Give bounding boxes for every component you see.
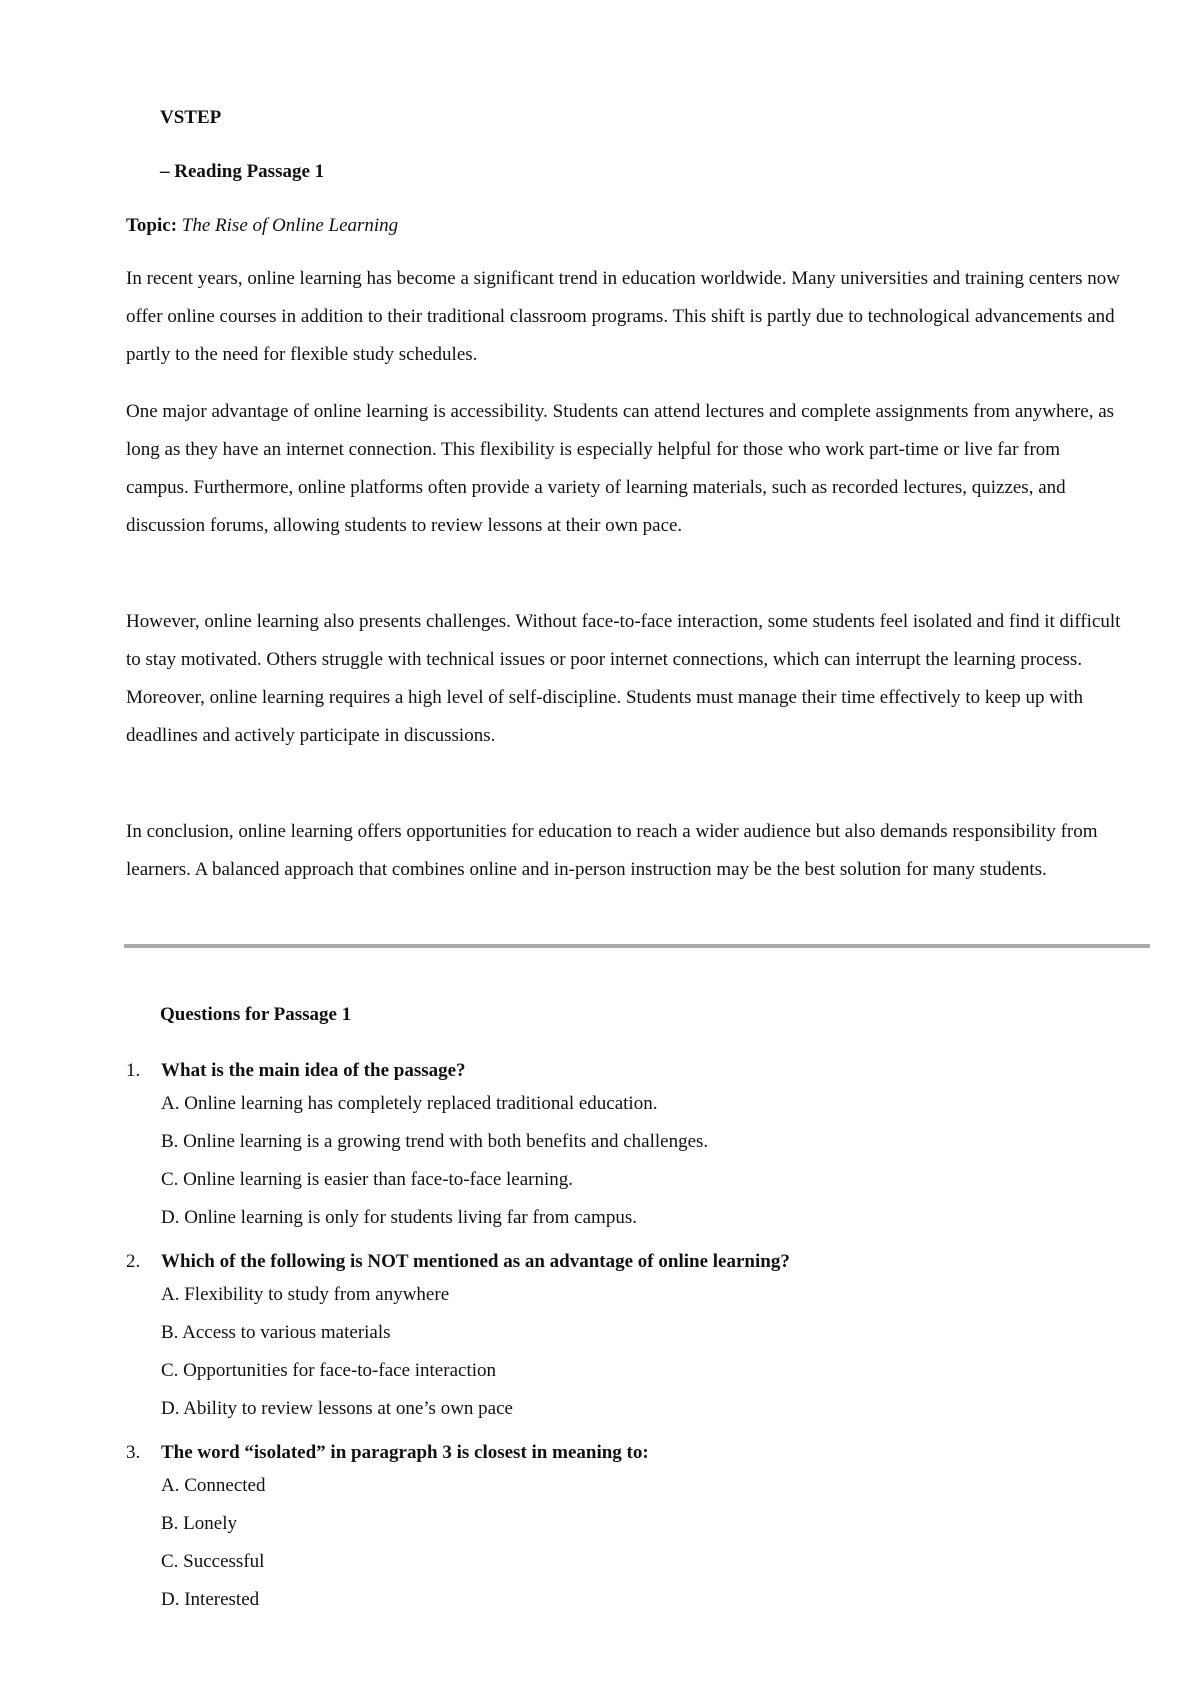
topic-line	[126, 214, 398, 238]
horizontal-divider	[124, 944, 1150, 948]
passage-paragraph-4: In conclusion, online learning offers opportunities for education to reach a wider audience but also demands responsibility from learners. A balanced approach that combines online and in-person instruction may be the best solution for many students.	[126, 821, 1098, 880]
answer-option-d: D. Interested	[161, 1589, 260, 1610]
passage-paragraph-1: In recent years, online learning has become a significant trend in education worldwide. Many universities and training centers now offer online courses in addition to their traditional classroom programs. This shift is partly due to technological advancements and partly to the need for flexible study schedules.	[126, 268, 1121, 365]
answer-option-c: C. Opportunities for face-to-face interaction	[161, 1360, 496, 1381]
question-text: What is the main idea of the passage?	[161, 1060, 466, 1081]
answer-option-b: B. Lonely	[161, 1513, 237, 1534]
answer-option-c: C. Online learning is easier than face-to-face learning.	[161, 1169, 574, 1190]
question-number: 1.	[126, 1060, 141, 1081]
answer-option-d: D. Ability to review lessons at one’s own pace	[161, 1398, 513, 1419]
question-text: Which of the following is NOT mentioned as an advantage of online learning?	[161, 1251, 790, 1272]
question-number: 2.	[126, 1251, 141, 1272]
answer-option-c: C. Successful	[161, 1551, 265, 1572]
topic-value: The Rise of Online Learning	[181, 215, 399, 236]
answer-options	[161, 1276, 1181, 1428]
answer-options	[161, 1467, 1181, 1619]
question-text: The word “isolated” in paragraph 3 is closest in meaning to:	[161, 1442, 649, 1463]
passage-paragraph-3: However, online learning also presents challenges. Without face-to-face interaction, some students feel isolated and find it difficult to stay motivated. Others struggle with technical issues or poor internet connections, which can interrupt the learning process. Moreover, online learning requires a high level of self-discipline. Students must manage their time effectively to keep up with deadlines and actively participate in discussions.	[126, 611, 1121, 746]
answer-option-a: A. Online learning has completely replaced traditional education.	[161, 1093, 658, 1114]
answer-option-a: A. Connected	[161, 1475, 266, 1496]
answer-option-b: B. Access to various materials	[161, 1322, 391, 1343]
document-title: VSTEP	[160, 107, 222, 128]
answer-option-d: D. Online learning is only for students living far from campus.	[161, 1207, 637, 1228]
questions-heading: Questions for Passage 1	[160, 1004, 352, 1025]
answer-option-b: B. Online learning is a growing trend with both benefits and challenges.	[161, 1131, 709, 1152]
question-3	[126, 1441, 1146, 1619]
question-number: 3.	[126, 1442, 141, 1463]
passage-heading: – Reading Passage 1	[160, 161, 325, 182]
answer-options	[161, 1085, 1181, 1237]
topic-label: Topic:	[126, 215, 178, 236]
passage-paragraph-2: One major advantage of online learning is accessibility. Students can attend lectures and complete assignments from anywhere, as long as they have an internet connection. This flexibility is especially helpful for those who work part-time or live far from campus. Furthermore, online platforms often provide a variety of learning materials, such as recorded lectures, quizzes, and discussion forums, allowing students to review lessons at their own pace.	[126, 401, 1115, 536]
question-1	[126, 1059, 1146, 1237]
answer-option-a: A. Flexibility to study from anywhere	[161, 1284, 450, 1305]
question-2	[126, 1250, 1146, 1428]
